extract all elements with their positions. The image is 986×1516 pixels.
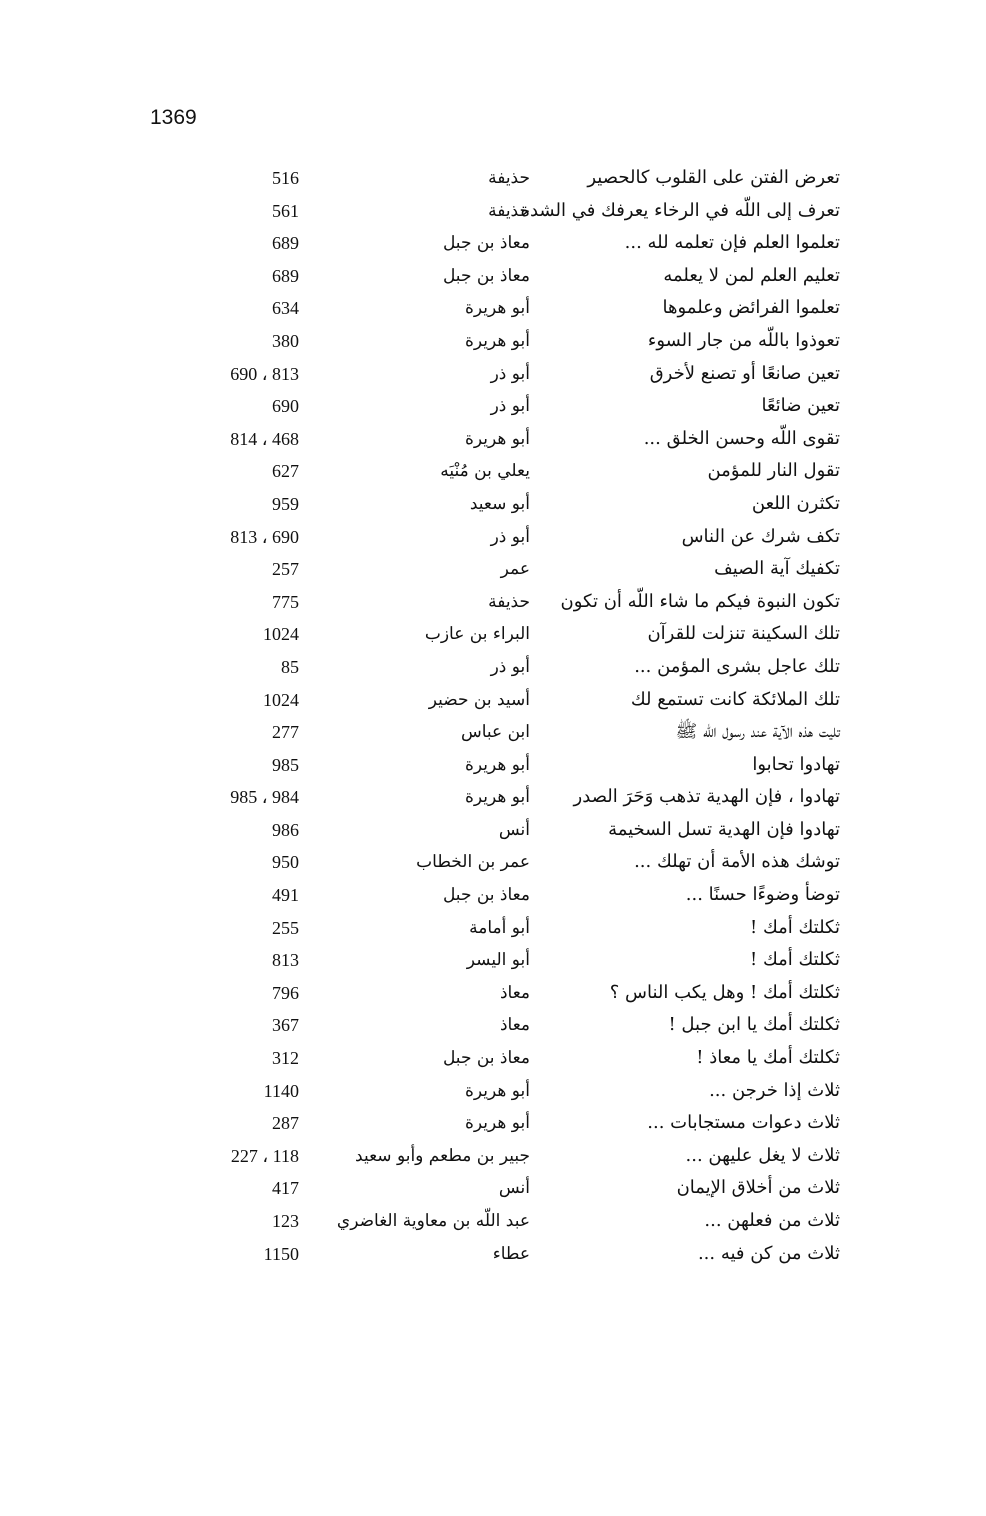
page-reference: 984 ، 985 [230, 787, 299, 808]
hadith-text: ثكلتك أمك يا ابن جبل ! [668, 1014, 840, 1036]
page-reference: 690 [272, 396, 299, 417]
hadith-text: تعوذوا باللّه من جار السوء [647, 329, 840, 351]
index-entry [0, 879, 986, 912]
index-entry [0, 162, 986, 195]
narrator-name: أبو أمامة [469, 917, 530, 938]
hadith-text: تكون النبوة فيكم ما شاء اللّه أن تكون [560, 590, 840, 612]
page-reference: 118 ، 227 [230, 1145, 299, 1166]
page-reference: 257 [272, 559, 299, 580]
index-entry [0, 618, 986, 651]
page-reference: 689 [272, 265, 299, 286]
hadith-text: تكف شرك عن الناس [681, 525, 840, 547]
index-entry [0, 260, 986, 293]
hadith-text: ثكلتك أمك ! وهل يكب الناس ؟ [609, 981, 840, 1003]
page-number: 1369 [150, 106, 197, 129]
narrator-name: أبو هريرة [464, 1113, 530, 1134]
page-reference: 627 [272, 461, 299, 482]
hadith-text: ثلاث إذا خرجن ... [709, 1079, 840, 1101]
page-reference: 796 [272, 982, 299, 1003]
index-entry [0, 390, 986, 423]
index-entry [0, 521, 986, 554]
narrator-name: أبو هريرة [464, 330, 530, 351]
narrator-name: معاذ بن جبل [442, 233, 530, 254]
hadith-text: تلك الملائكة كانت تستمع لك [630, 688, 840, 710]
index-entry [0, 1140, 986, 1173]
narrator-name: أبو هريرة [464, 1080, 530, 1101]
page-reference: 959 [272, 493, 299, 514]
index-entry [0, 651, 986, 684]
hadith-text: تعليم العلم لمن لا يعلمه [663, 264, 840, 286]
index-entry [0, 1205, 986, 1238]
index-entry [0, 423, 986, 456]
hadith-text: تعين ضائعًا [761, 395, 840, 417]
hadith-text: تعلموا العلم فإن تعلمه لله ... [624, 232, 840, 254]
hadith-text: تكفيك آية الصيف [714, 558, 840, 580]
hadith-text: ثلاث من فعلهن ... [704, 1210, 840, 1231]
page-reference: 380 [272, 330, 299, 351]
page-reference: 561 [272, 200, 299, 221]
index-entry [0, 325, 986, 358]
narrator-name: أبو سعيد [469, 493, 530, 514]
page-reference: 690 ، 813 [230, 526, 299, 547]
narrator-name: أبو هريرة [464, 754, 530, 775]
index-entry [0, 488, 986, 521]
index-entry [0, 1238, 986, 1271]
page-reference: 1024 [263, 624, 299, 645]
hadith-text: تلك عاجل بشرى المؤمن ... [634, 655, 840, 677]
narrator-name: معاذ بن جبل [442, 265, 530, 286]
hadith-text: ثكلتك أمك يا معاذ ! [696, 1047, 840, 1069]
narrator-name: حذيفة [488, 591, 530, 612]
narrator-name: يعلي بن مُنْيَه [440, 461, 530, 482]
page-reference: 985 [272, 754, 299, 775]
narrator-name: أبو هريرة [464, 428, 530, 449]
index-entry [0, 781, 986, 814]
narrator-name: أبو ذر [490, 396, 530, 417]
hadith-text: ثكلتك أمك ! [750, 916, 840, 938]
page-reference: 1024 [263, 689, 299, 710]
narrator-name: أسيد بن حضير [428, 689, 530, 710]
page-reference: 813 ، 690 [230, 363, 299, 384]
hadith-text: ثلاث دعوات مستجابات ... [647, 1112, 840, 1134]
narrator-name: معاذ [499, 1015, 530, 1036]
index-entry [0, 814, 986, 847]
narrator-name: جبير بن مطعم وأبو سعيد [355, 1145, 530, 1166]
hadith-text: توضأ وضوءًا حسنًا ... [685, 884, 840, 906]
index-entry [0, 1107, 986, 1140]
page-reference: 417 [272, 1178, 299, 1199]
hadith-text: تهادوا تحابوا [752, 753, 840, 775]
index-entry [0, 1009, 986, 1042]
page-reference: 255 [272, 917, 299, 938]
narrator-name: عمر بن الخطاب [416, 852, 530, 873]
page-reference: 950 [272, 852, 299, 873]
hadith-text: توشك هذه الأمة أن تهلك ... [634, 851, 840, 873]
index-entry [0, 227, 986, 260]
narrator-name: حذيفة [488, 168, 530, 188]
hadith-text: ثلاث لا يغل عليهن ... [685, 1144, 840, 1166]
hadith-text: تعين صانعًا أو تصنع لأخرق [649, 362, 840, 384]
hadith-text: ثلاث من أخلاق الإيمان [676, 1177, 840, 1199]
hadith-text: تلك السكينة تنزلت للقرآن [647, 623, 840, 645]
page-reference: 468 ، 814 [230, 428, 299, 449]
narrator-name: معاذ بن جبل [442, 885, 530, 906]
hadith-text: تهادوا فإن الهدية تسل السخيمة [608, 818, 840, 840]
narrator-name: أبو ذر [490, 363, 530, 384]
page-reference: 689 [272, 233, 299, 254]
narrator-name: معاذ بن جبل [442, 1048, 530, 1069]
page-reference: 491 [272, 885, 299, 906]
index-entry [0, 1042, 986, 1075]
index-entry [0, 684, 986, 717]
page-reference: 634 [272, 298, 299, 319]
narrator-name: أبو ذر [490, 656, 530, 677]
page-reference: 1140 [263, 1080, 299, 1101]
narrator-name: أنس [498, 819, 530, 840]
page-reference: 123 [272, 1211, 299, 1231]
page-reference: 516 [272, 168, 299, 188]
narrator-name: عمر [500, 559, 530, 580]
narrator-name: ابن عباس [460, 722, 530, 743]
hadith-text: تهادوا ، فإن الهدية تذهب وَحَرَ الصدر [573, 786, 840, 808]
narrator-name: أبو ذر [490, 526, 530, 547]
hadith-text: تعلموا الفرائض وعلموها [662, 297, 840, 319]
index-entry [0, 455, 986, 488]
hadith-text: تعرض الفتن على القلوب كالحصير [587, 167, 840, 188]
index-entry [0, 749, 986, 782]
narrator-name: أبو اليسر [466, 950, 530, 971]
narrator-name: أبو هريرة [464, 787, 530, 808]
hadith-text: تقول النار للمؤمن [707, 460, 840, 482]
hadith-text: تعرف إلى اللّه في الرخاء يعرفك في الشدة [520, 199, 840, 221]
page-reference: 813 [272, 950, 299, 971]
narrator-name: عطاء [492, 1243, 530, 1264]
index-entry [0, 1172, 986, 1205]
hadith-index-list [0, 162, 986, 1270]
index-entry [0, 292, 986, 325]
narrator-name: معاذ [499, 982, 530, 1003]
hadith-text: تليت هذه الآية عند رسول اللّه ﷺ [675, 721, 840, 743]
hadith-text: تقوى اللّه وحسن الخلق ... [643, 427, 840, 449]
hadith-text: ثلاث من كن فيه ... [697, 1242, 840, 1264]
index-entry [0, 944, 986, 977]
hadith-text: تكثرن اللعن [751, 492, 840, 514]
index-entry [0, 586, 986, 619]
page-reference: 367 [272, 1015, 299, 1036]
page-reference: 85 [281, 656, 299, 677]
index-entry [0, 846, 986, 879]
index-entry [0, 553, 986, 586]
page-reference: 986 [272, 819, 299, 840]
index-entry [0, 1075, 986, 1108]
page-reference: 1150 [263, 1243, 299, 1264]
index-entry [0, 912, 986, 945]
narrator-name: أبو هريرة [464, 298, 530, 319]
narrator-name: البراء بن عازب [424, 624, 530, 645]
page-reference: 775 [272, 591, 299, 612]
page-reference: 287 [272, 1113, 299, 1134]
index-entry [0, 716, 986, 749]
index-entry [0, 195, 986, 228]
narrator-name: عبد اللّه بن معاوية الغاضري [336, 1211, 530, 1231]
narrator-name: حذيفة [488, 200, 530, 221]
page-reference: 277 [272, 722, 299, 743]
index-entry [0, 977, 986, 1010]
index-entry [0, 358, 986, 391]
page-reference: 312 [272, 1048, 299, 1069]
hadith-text: ثكلتك أمك ! [750, 949, 840, 971]
narrator-name: أنس [498, 1178, 530, 1199]
